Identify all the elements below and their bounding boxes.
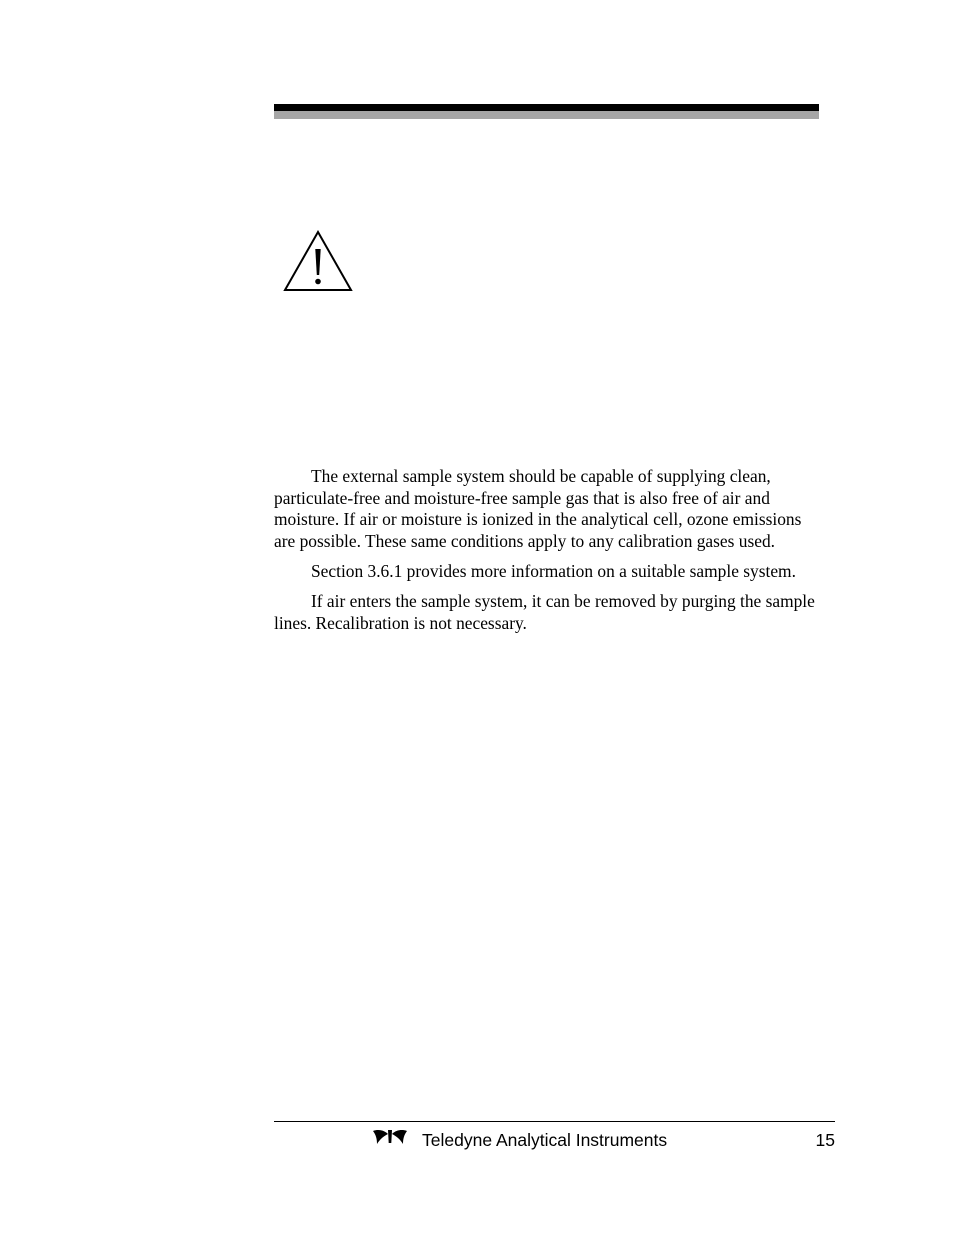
header-rule-shadow bbox=[274, 111, 819, 119]
paragraph: The external sample system should be capable of supplying clean, particulate-free and moisture-free sample gas that is also free of air and moisture. If air or moisture is ionized in the analytical cell, ozone emissions are possible. These same conditions apply to any calibration gases used. bbox=[274, 466, 802, 551]
body-text bbox=[274, 466, 819, 643]
footer-company-name: Teledyne Analytical Instruments bbox=[422, 1130, 668, 1150]
footer-rule bbox=[274, 1121, 835, 1122]
paragraph: Section 3.6.1 provides more information on a suitable sample system. bbox=[311, 560, 796, 581]
paragraph: If air enters the sample system, it can be removed by purging the sample lines. Recalibration is not necessary. bbox=[274, 590, 815, 633]
teledyne-logo-icon bbox=[372, 1128, 408, 1146]
warning-triangle-icon bbox=[283, 230, 353, 292]
page-number: 15 bbox=[815, 1130, 835, 1150]
header-rule bbox=[274, 104, 819, 111]
